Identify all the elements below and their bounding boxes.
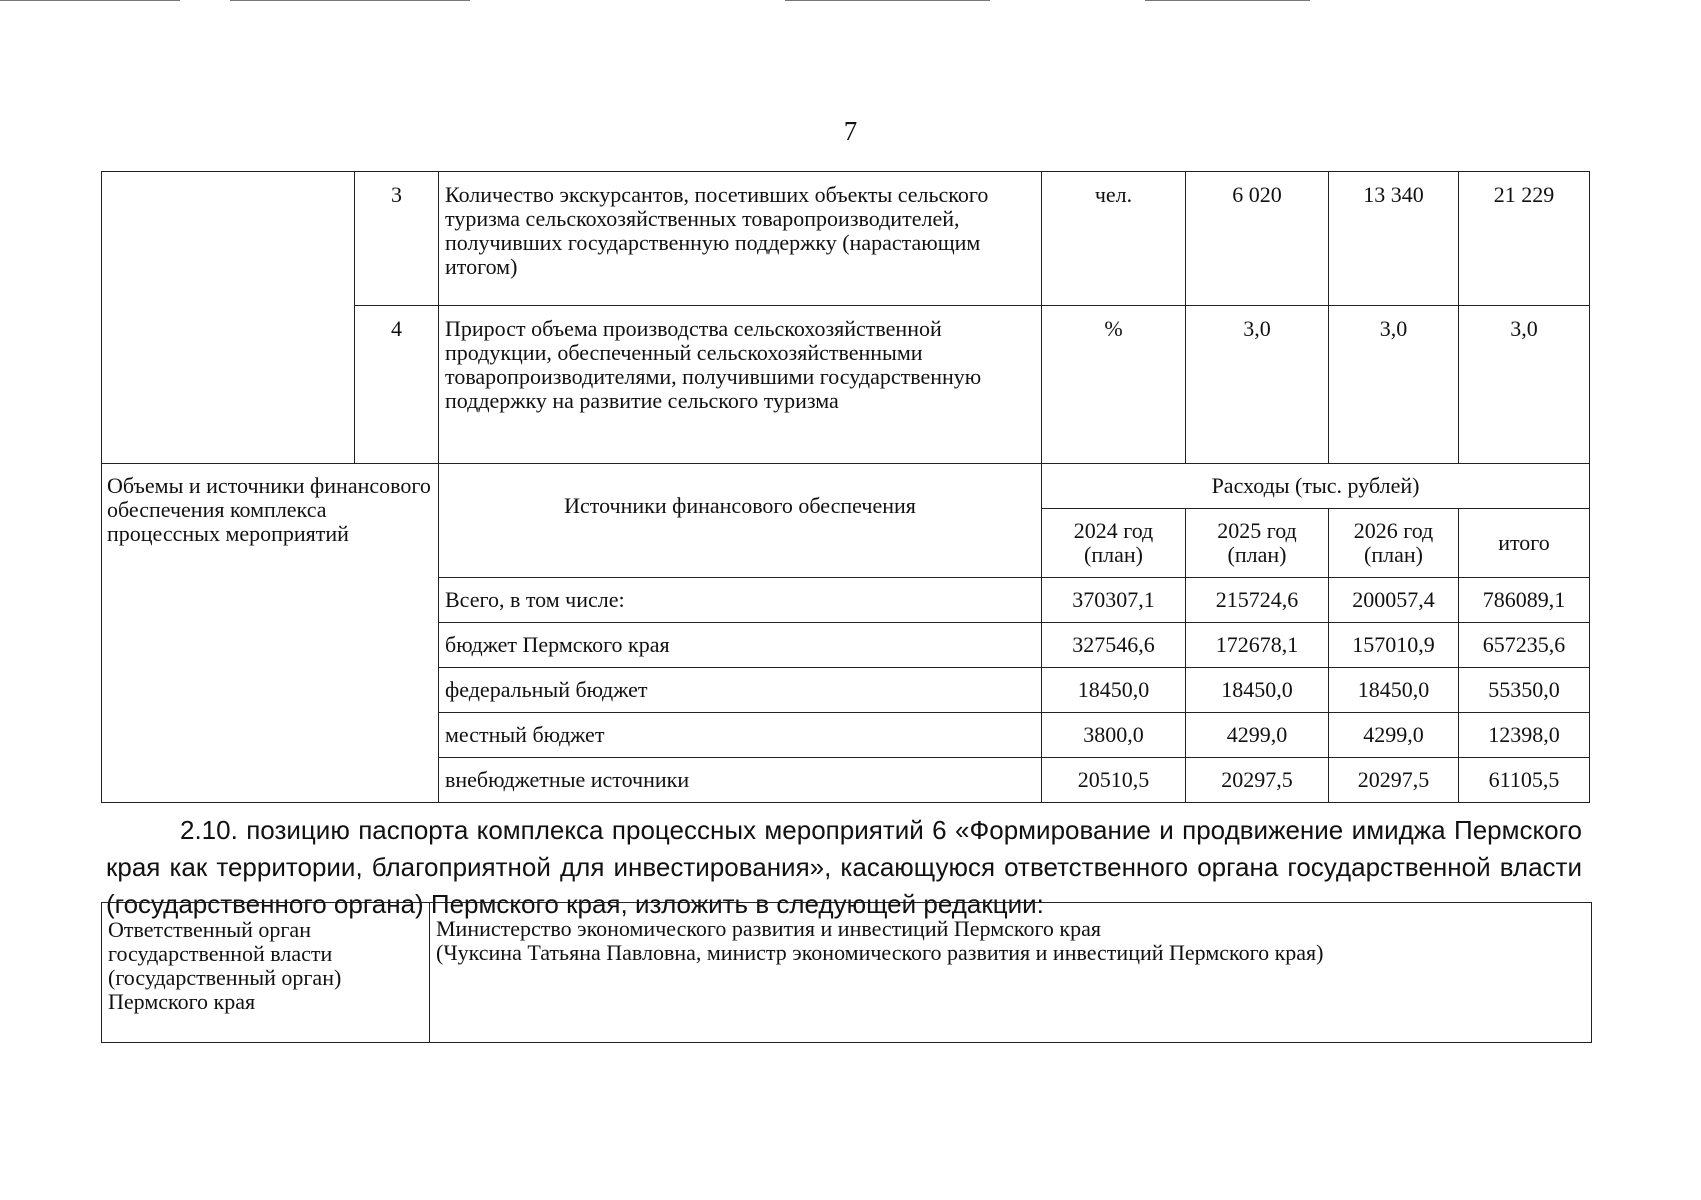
financing-value-2025: 172678,1 (1186, 623, 1329, 668)
indicator-row (102, 172, 1590, 306)
scan-line (785, 0, 990, 1)
indicator-value-2025: 3,0 (1329, 306, 1459, 464)
financing-value-total: 12398,0 (1459, 713, 1590, 758)
financing-value-2026: 4299,0 (1329, 713, 1459, 758)
indicator-value-2026: 21 229 (1459, 172, 1590, 306)
financing-value-2025: 215724,6 (1186, 578, 1329, 623)
indicator-unit: чел. (1042, 172, 1186, 306)
financing-header-row (102, 464, 1590, 509)
year-header-2026: 2026 год (план) (1329, 509, 1459, 578)
financing-label: Объемы и источники финансового обеспечения комплекса процессных мероприятий (102, 464, 439, 803)
financing-value-2024: 327546,6 (1042, 623, 1186, 668)
responsible-table (101, 902, 1592, 1043)
financing-value-2025: 18450,0 (1186, 668, 1329, 713)
responsible-value (430, 903, 1592, 1043)
scan-line (230, 0, 470, 1)
financing-source: бюджет Пермского края (439, 623, 1042, 668)
financing-value-2026: 200057,4 (1329, 578, 1459, 623)
total-header: итого (1459, 509, 1590, 578)
indicator-value-2025: 13 340 (1329, 172, 1459, 306)
blank-cell (102, 172, 355, 464)
financing-value-total: 786089,1 (1459, 578, 1590, 623)
financing-value-2024: 18450,0 (1042, 668, 1186, 713)
financing-source: федеральный бюджет (439, 668, 1042, 713)
financing-source: местный бюджет (439, 713, 1042, 758)
responsible-head: (Чуксина Татьяна Павловна, министр экономического развития и инвестиций Пермского края) (436, 940, 1324, 965)
scan-line (1145, 0, 1310, 1)
responsible-row (102, 903, 1592, 1043)
passport-table (101, 171, 1590, 803)
responsible-ministry: Министерство экономического развития и инвестиций Пермского края (436, 916, 1102, 941)
expenses-header: Расходы (тыс. рублей) (1042, 464, 1590, 509)
amendment-paragraph: 2.10. позицию паспорта комплекса процессных мероприятий 6 «Формирование и продвижение имиджа Пермского края как территории, благоприятной для инвестирования», касающуюся ответственного органа государственной власти (государственного органа) Пермского края, изложить в следующей редакции: (106, 815, 1582, 919)
responsible-label: Ответственный орган государственной власти (государственный орган) Пермского края (102, 903, 430, 1043)
financing-value-total: 61105,5 (1459, 758, 1590, 803)
financing-value-2026: 157010,9 (1329, 623, 1459, 668)
page-number: 7 (843, 116, 858, 146)
financing-source: внебюджетные источники (439, 758, 1042, 803)
scan-line (0, 0, 180, 1)
indicator-number: 4 (355, 306, 439, 464)
indicator-name: Количество экскурсантов, посетивших объекты сельского туризма сельскохозяйственных товаропроизводителей, получивших государственную поддержку (нарастающим итогом) (439, 172, 1042, 306)
financing-value-total: 657235,6 (1459, 623, 1590, 668)
indicator-value-2024: 3,0 (1186, 306, 1329, 464)
year-header-2025: 2025 год (план) (1186, 509, 1329, 578)
year-header-2024: 2024 год (план) (1042, 509, 1186, 578)
indicator-value-2026: 3,0 (1459, 306, 1590, 464)
indicator-number: 3 (355, 172, 439, 306)
financing-source: Всего, в том числе: (439, 578, 1042, 623)
financing-value-2025: 4299,0 (1186, 713, 1329, 758)
financing-value-2024: 370307,1 (1042, 578, 1186, 623)
financing-value-2024: 20510,5 (1042, 758, 1186, 803)
financing-value-2024: 3800,0 (1042, 713, 1186, 758)
indicator-name: Прирост объема производства сельскохозяйственной продукции, обеспеченный сельскохозяйственными товаропроизводителями, получившими государственную поддержку на развитие сельского туризма (439, 306, 1042, 464)
financing-value-2026: 18450,0 (1329, 668, 1459, 713)
financing-value-2026: 20297,5 (1329, 758, 1459, 803)
financing-value-total: 55350,0 (1459, 668, 1590, 713)
indicator-value-2024: 6 020 (1186, 172, 1329, 306)
financing-value-2025: 20297,5 (1186, 758, 1329, 803)
sources-header: Источники финансового обеспечения (439, 464, 1042, 578)
indicator-unit: % (1042, 306, 1186, 464)
